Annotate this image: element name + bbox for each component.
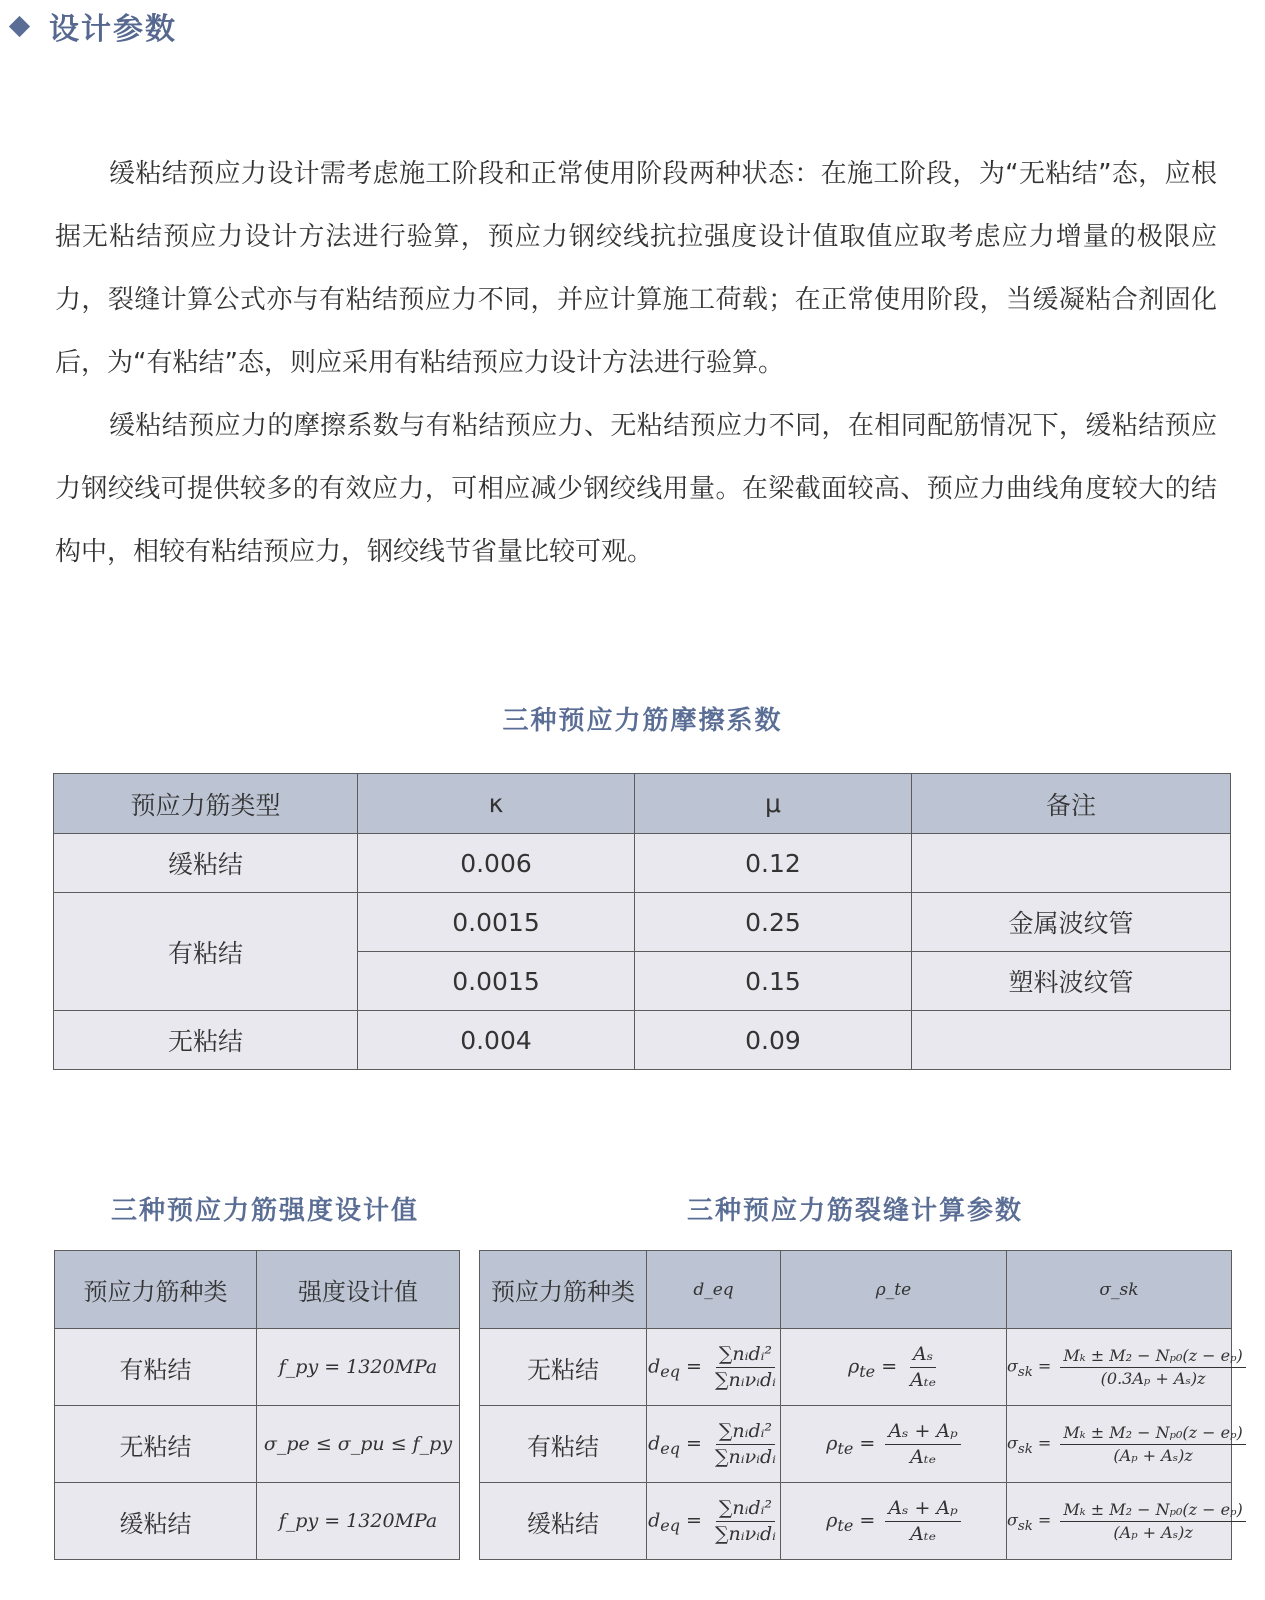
diamond-bullet-icon — [9, 15, 30, 36]
formula-lhs: d — [648, 1432, 661, 1454]
cell-rho-formula: $\rho_{te}$ = $\frac{\text{Aₛ}}{\text{Aₜₑ}}$ — [781, 1329, 1007, 1406]
cell-type: 缓粘结 — [55, 1483, 257, 1560]
table-row — [480, 1483, 1232, 1560]
header-type: 预应力筋种类 — [480, 1251, 647, 1329]
cell-sigma-formula: $\sigma_{sk}$ = $\frac{\text{Mₖ ± M₂ − Nₚ₀(z − eₚ)}}{\text{(Aₚ + Aₛ)z}}$ — [1007, 1406, 1232, 1483]
cell-kappa: 0.004 — [358, 1011, 635, 1070]
cell-strength-formula: σ_pe ≤ σ_pu ≤ f_py — [257, 1406, 460, 1483]
header-type: 预应力筋种类 — [55, 1251, 257, 1329]
cell-sigma-formula: $\sigma_{sk}$ = $\frac{\text{Mₖ ± M₂ − Nₚ₀(z − eₚ)}}{\text{(0.3Aₚ + Aₛ)z}}$ — [1007, 1329, 1232, 1406]
cell-kappa: 0.006 — [358, 834, 635, 893]
table-row — [55, 1483, 460, 1560]
formula-fraction — [712, 1498, 779, 1545]
table-row — [55, 1406, 460, 1483]
header-mu: μ — [635, 774, 912, 834]
cell-note — [912, 834, 1231, 893]
formula-lhs: d — [648, 1355, 661, 1377]
cell-rho-formula: $\rho_{te}$ = $\frac{\text{Aₛ + Aₚ}}{\text{Aₜₑ}}$ — [781, 1483, 1007, 1560]
table-row — [480, 1329, 1232, 1406]
cell-type: 有粘结 — [55, 1329, 257, 1406]
cell-strength-formula: f_py = 1320MPa — [257, 1329, 460, 1406]
cell-kappa: 0.0015 — [358, 893, 635, 952]
crack-table-title: 三种预应力筋裂缝计算参数 — [686, 1196, 1023, 1226]
cell-type: 无粘结 — [54, 1011, 358, 1070]
formula-numerator: ∑nᵢdᵢ² — [716, 1421, 775, 1445]
header-type: 预应力筋类型 — [54, 774, 358, 834]
crack-table — [479, 1250, 1243, 1560]
cell-note: 塑料波纹管 — [912, 952, 1231, 1011]
table-row — [55, 1329, 460, 1406]
header-sigma: σ_sk — [1007, 1251, 1232, 1329]
table-header-row — [480, 1251, 1232, 1329]
formula-lhs: ρ — [826, 1509, 838, 1531]
cell-deq-formula: $d_{eq}$ = $\frac{\text{∑nᵢdᵢ²}}{\text{∑nᵢνᵢdᵢ}}$ — [647, 1483, 781, 1560]
cell-rho-formula: $\rho_{te}$ = $\frac{\text{Aₛ + Aₚ}}{\text{Aₜₑ}}$ — [781, 1406, 1007, 1483]
formula-lhs: d — [648, 1509, 661, 1531]
paragraph-design-states: 缓粘结预应力设计需考虑施工阶段和正常使用阶段两种状态：在施工阶段，为“无粘结”态，应根据无粘结预应力设计方法进行验算，预应力钢绞线抗拉强度设计值取值应取考虑应力增量的极限应力，裂缝计算公式亦与有粘结预应力不同，并应计算施工荷载；在正常使用阶段，当缓凝粘合剂固化后，为“有粘结”态，则应采用有粘结预应力设计方法进行验算。 — [55, 159, 1217, 378]
formula-fraction — [712, 1344, 779, 1391]
formula-denominator: ∑nᵢνᵢdᵢ — [714, 1522, 776, 1545]
formula-fraction — [1060, 1424, 1245, 1464]
formula-denominator: (Aₚ + Aₛ)z — [1113, 1522, 1193, 1542]
formula-lhs: ρ — [848, 1355, 860, 1377]
paragraph-friction: 缓粘结预应力的摩擦系数与有粘结预应力、无粘结预应力不同，在相同配筋情况下，缓粘结预应力钢绞线可提供较多的有效应力，可相应减少钢绞线用量。在梁截面较高、预应力曲线角度较大的结构中，相较有粘结预应力，钢绞线节省量比较可观。 — [55, 411, 1217, 567]
formula-numerator: Mₖ ± M₂ − Nₚ₀(z − eₚ) — [1060, 1501, 1245, 1522]
cell-strength-formula: f_py = 1320MPa — [257, 1483, 460, 1560]
cell-deq-formula: $d_{eq}$ = $\frac{\text{∑nᵢdᵢ²}}{\text{∑nᵢνᵢdᵢ}}$ — [647, 1406, 781, 1483]
formula-lhs: σ — [1007, 1433, 1018, 1453]
formula-numerator: Aₛ + Aₚ — [885, 1421, 960, 1445]
cell-note: 金属波纹管 — [912, 893, 1231, 952]
formula-lhs: σ — [1007, 1510, 1018, 1530]
table-header-row — [54, 774, 1231, 834]
header-deq: d_eq — [647, 1251, 781, 1329]
cell-note — [912, 1011, 1231, 1070]
formula-numerator: ∑nᵢdᵢ² — [716, 1344, 775, 1368]
cell-mu: 0.25 — [635, 893, 912, 952]
table-row — [480, 1406, 1232, 1483]
formula-numerator: Aₛ — [910, 1344, 936, 1368]
formula-numerator: Mₖ ± M₂ − Nₚ₀(z − eₚ) — [1060, 1347, 1245, 1368]
cell-mu: 0.15 — [635, 952, 912, 1011]
formula-fraction — [885, 1498, 960, 1545]
formula-lhs: ρ — [826, 1432, 838, 1454]
formula-denominator: (0.3Aₚ + Aₛ)z — [1100, 1368, 1206, 1388]
friction-table — [53, 773, 1231, 1070]
formula-fraction — [907, 1344, 939, 1391]
formula-denominator: (Aₚ + Aₛ)z — [1113, 1445, 1193, 1465]
formula-numerator: Aₛ + Aₚ — [885, 1498, 960, 1522]
table-header-row — [55, 1251, 460, 1329]
formula-denominator: Aₜₑ — [910, 1445, 936, 1468]
header-rho: ρ_te — [781, 1251, 1007, 1329]
section-title: 设计参数 — [49, 12, 177, 47]
formula-fraction — [1060, 1347, 1245, 1387]
formula-fraction — [712, 1421, 779, 1468]
cell-type: 有粘结 — [54, 893, 358, 1011]
cell-type: 无粘结 — [480, 1329, 647, 1406]
formula-lhs: σ — [1007, 1356, 1018, 1376]
cell-type: 有粘结 — [480, 1406, 647, 1483]
formula-denominator: Aₜₑ — [910, 1368, 936, 1391]
cell-type: 缓粘结 — [54, 834, 358, 893]
table-row — [54, 893, 1231, 952]
strength-table-title: 三种预应力筋强度设计值 — [110, 1196, 419, 1226]
formula-numerator: Mₖ ± M₂ − Nₚ₀(z − eₚ) — [1060, 1424, 1245, 1445]
cell-sigma-formula: $\sigma_{sk}$ = $\frac{\text{Mₖ ± M₂ − Nₚ₀(z − eₚ)}}{\text{(Aₚ + Aₛ)z}}$ — [1007, 1483, 1232, 1560]
formula-denominator: Aₜₑ — [910, 1522, 936, 1545]
cell-type: 无粘结 — [55, 1406, 257, 1483]
cell-kappa: 0.0015 — [358, 952, 635, 1011]
header-kappa: κ — [358, 774, 635, 834]
header-note: 备注 — [912, 774, 1231, 834]
formula-numerator: ∑nᵢdᵢ² — [716, 1498, 775, 1522]
header-strength: 强度设计值 — [257, 1251, 460, 1329]
formula-denominator: ∑nᵢνᵢdᵢ — [714, 1445, 776, 1468]
formula-fraction — [1060, 1501, 1245, 1541]
cell-mu: 0.12 — [635, 834, 912, 893]
friction-table-title: 三种预应力筋摩擦系数 — [502, 706, 783, 736]
formula-denominator: ∑nᵢνᵢdᵢ — [714, 1368, 776, 1391]
table-row — [54, 1011, 1231, 1070]
section-heading — [8, 6, 177, 46]
formula-fraction — [885, 1421, 960, 1468]
strength-table — [54, 1250, 460, 1560]
cell-mu: 0.09 — [635, 1011, 912, 1070]
cell-type: 缓粘结 — [480, 1483, 647, 1560]
cell-deq-formula: $d_{eq}$ = $\frac{\text{∑nᵢdᵢ²}}{\text{∑nᵢνᵢdᵢ}}$ — [647, 1329, 781, 1406]
table-row — [54, 834, 1231, 893]
